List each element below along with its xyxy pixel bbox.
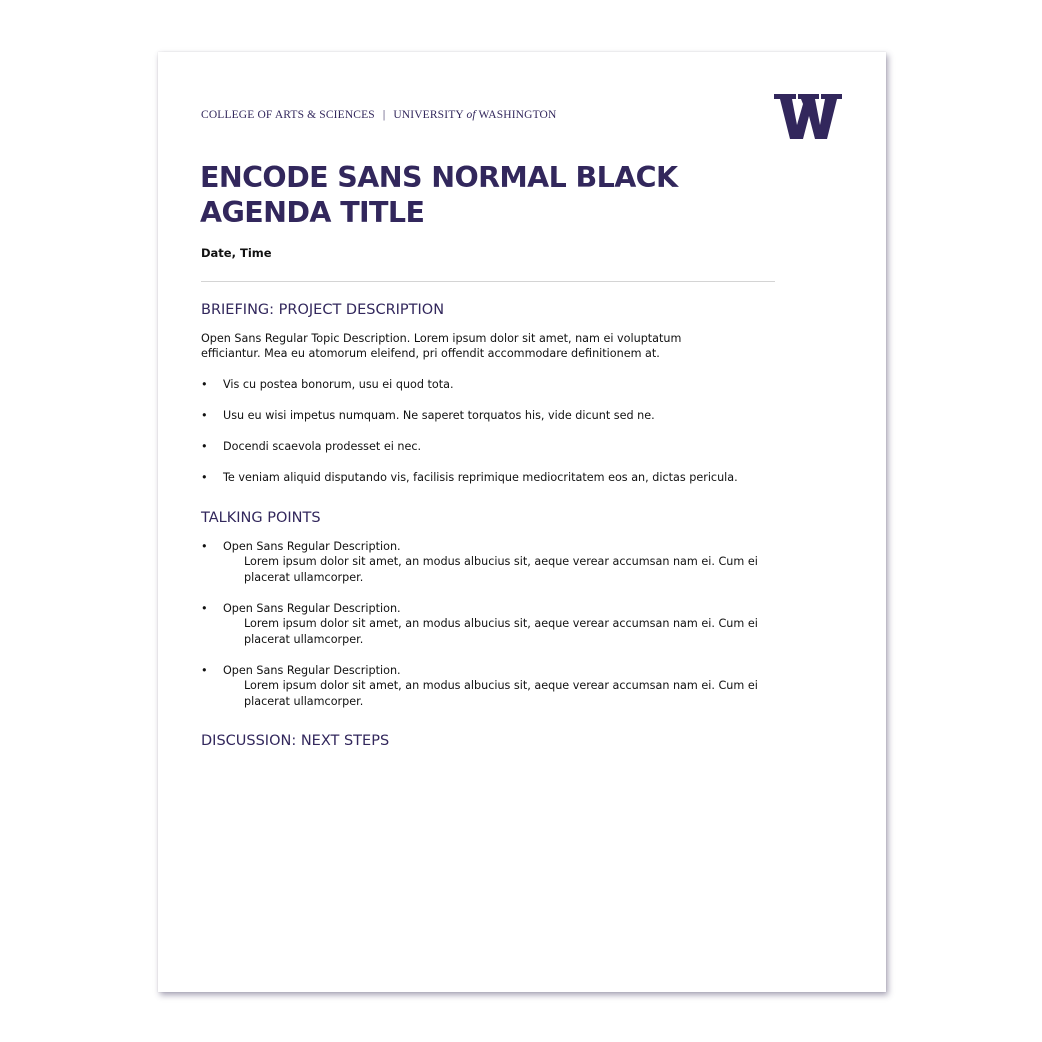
agenda-title-line1: ENCODE SANS NORMAL BLACK	[200, 161, 678, 194]
list-item-text: Vis cu postea bonorum, usu ei quod tota.	[223, 378, 454, 391]
talking-point-detail: Lorem ipsum dolor sit amet, an modus albucius sit, aeque verear accumsan nam ei. Cum ei placerat ullamcorper.	[244, 617, 758, 646]
university-name-pre: UNIVERSITY	[393, 109, 464, 121]
list-item-text: Te veniam aliquid disputando vis, facilisis reprimique mediocritatem eos an, dictas pericula.	[223, 471, 738, 484]
talking-points-list	[201, 539, 791, 725]
institution-header	[201, 109, 556, 121]
divider	[201, 281, 775, 282]
talking-point-detail: Lorem ipsum dolor sit amet, an modus albucius sit, aeque verear accumsan nam ei. Cum ei placerat ullamcorper.	[244, 679, 758, 708]
header-separator: |	[382, 109, 386, 121]
agenda-title	[200, 160, 760, 230]
university-name-of: of	[466, 109, 476, 121]
section-heading-talking-points: TALKING POINTS	[201, 510, 321, 526]
list-item-text: Usu eu wisi impetus numquam. Ne saperet torquatos his, vide dicunt sed ne.	[223, 409, 655, 422]
bullet-icon: •	[201, 602, 208, 615]
talking-point-detail: Lorem ipsum dolor sit amet, an modus albucius sit, aeque verear accumsan nam ei. Cum ei placerat ullamcorper.	[244, 555, 758, 584]
talking-point-label: Open Sans Regular Description.	[223, 540, 401, 553]
bullet-icon: •	[201, 440, 208, 453]
agenda-datetime: Date, Time	[201, 246, 272, 260]
uw-w-logo-icon	[774, 94, 842, 139]
briefing-description: Open Sans Regular Topic Description. Lorem ipsum dolor sit amet, nam ei voluptatum efficiantur. Mea eu atomorum eleifend, pri offendit accommodare definitionem at.	[201, 332, 682, 361]
list-item	[201, 663, 791, 725]
bullet-icon: •	[201, 378, 208, 391]
bullet-icon: •	[201, 664, 208, 677]
list-item	[201, 439, 791, 470]
bullet-icon: •	[201, 409, 208, 422]
talking-point-label: Open Sans Regular Description.	[223, 664, 401, 677]
talking-point-label: Open Sans Regular Description.	[223, 602, 401, 615]
list-item	[201, 601, 791, 663]
bullet-icon: •	[201, 540, 208, 553]
bullet-icon: •	[201, 471, 208, 484]
list-item	[201, 408, 791, 439]
section-heading-briefing: BRIEFING: PROJECT DESCRIPTION	[201, 302, 445, 318]
university-name-post: WASHINGTON	[478, 109, 557, 121]
briefing-bullet-list	[201, 377, 791, 501]
list-item	[201, 470, 791, 501]
college-name: COLLEGE OF ARTS & SCIENCES	[201, 109, 375, 121]
agenda-title-line2: AGENDA TITLE	[200, 196, 425, 229]
list-item	[201, 377, 791, 408]
list-item	[201, 539, 791, 601]
list-item-text: Docendi scaevola prodesset ei nec.	[223, 440, 422, 453]
agenda-page	[158, 52, 886, 992]
section-heading-discussion: DISCUSSION: NEXT STEPS	[201, 733, 390, 749]
